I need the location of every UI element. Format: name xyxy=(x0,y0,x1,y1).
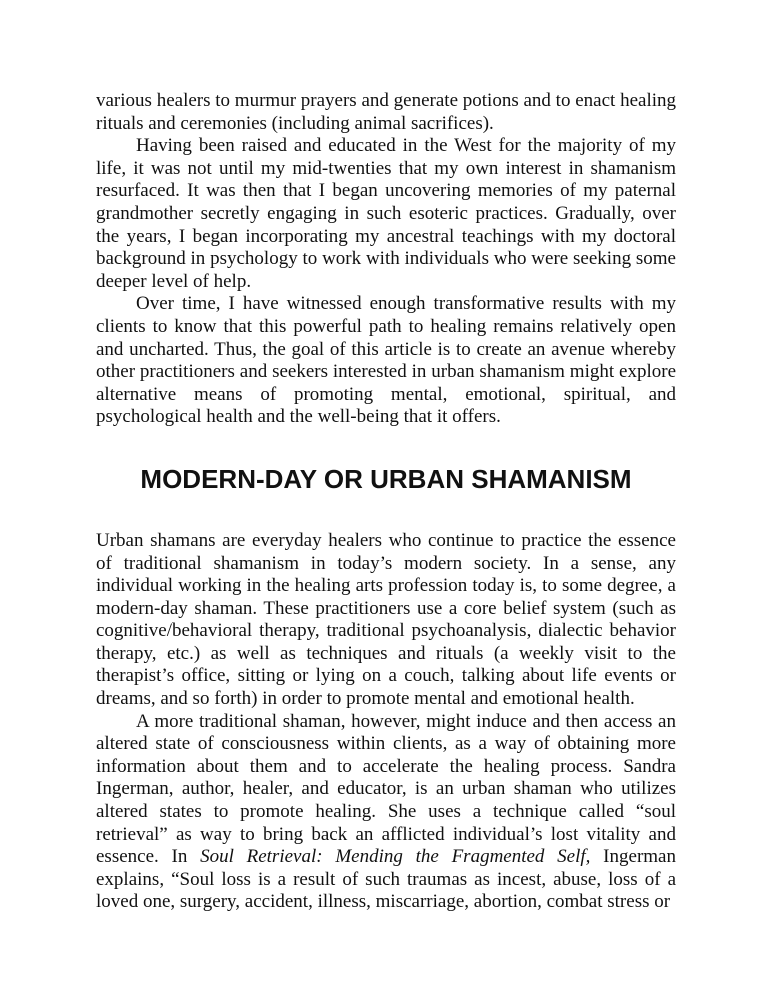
paragraph-2: Having been raised and educated in the West for the majority of my life, it was not until my mid-twenties that my own interest in shamanism resurfaced. It was then that I began uncovering memories of my paternal grandmother secretly engaging in such esoteric practices. Gradually, over the years, I began incorporating my ancestral teachings with my doctoral background in psychology to work with individuals who were seeking some deeper level of help. xyxy=(96,135,676,292)
paragraph-5-text-b: Ingerman explains, “Soul loss is a result of such traumas as incest, abuse, loss of a loved one, surgery, accident, illness, miscarriage, abortion, combat stress or xyxy=(96,846,676,913)
paragraph-5-text-a: A more traditional shaman, however, might induce and then access an altered state of consciousness within clients, as a way of obtaining more information about them and to accelerate the healing process. Sandra Ingerman, author, healer, and educator, is an urban shaman who utilizes altered states to promote healing. She uses a technique called “soul retrieval” as way to bring back an afflicted individual’s lost vitality and essence. In xyxy=(96,710,676,868)
paragraph-3: Over time, I have witnessed enough transformative results with my clients to know that this powerful path to healing remains relatively open and uncharted. Thus, the goal of this article is to create an avenue whereby other practitioners and seekers interested in urban shamanism might explore alternative means of promoting mental, emotional, spiritual, and psychological health and the well-being that it offers. xyxy=(96,293,676,428)
paragraph-1: various healers to murmur prayers and generate potions and to enact healing rituals and ceremonies (including animal sacrifices). xyxy=(96,90,676,134)
page-body xyxy=(96,90,676,914)
paragraph-4: Urban shamans are everyday healers who continue to practice the essence of traditional shamanism in today’s modern society. In a sense, any individual working in the healing arts profession today is, to some degree, a modern-day shaman. These practitioners use a core belief system (such as cognitive/behavioral therapy, traditional psychoanalysis, dialectic behavior therapy, etc.) as well as techniques and rituals (a weekly visit to the therapist’s office, sitting or lying on a couch, talking about life events or dreams, and so forth) in order to promote mental and emotional health. xyxy=(96,529,676,710)
book-title: Soul Retrieval: Mending the Fragmented Self, xyxy=(200,846,591,868)
section-heading: MODERN-DAY OR URBAN SHAMANISM xyxy=(140,463,632,494)
paragraph-5 xyxy=(96,711,676,914)
